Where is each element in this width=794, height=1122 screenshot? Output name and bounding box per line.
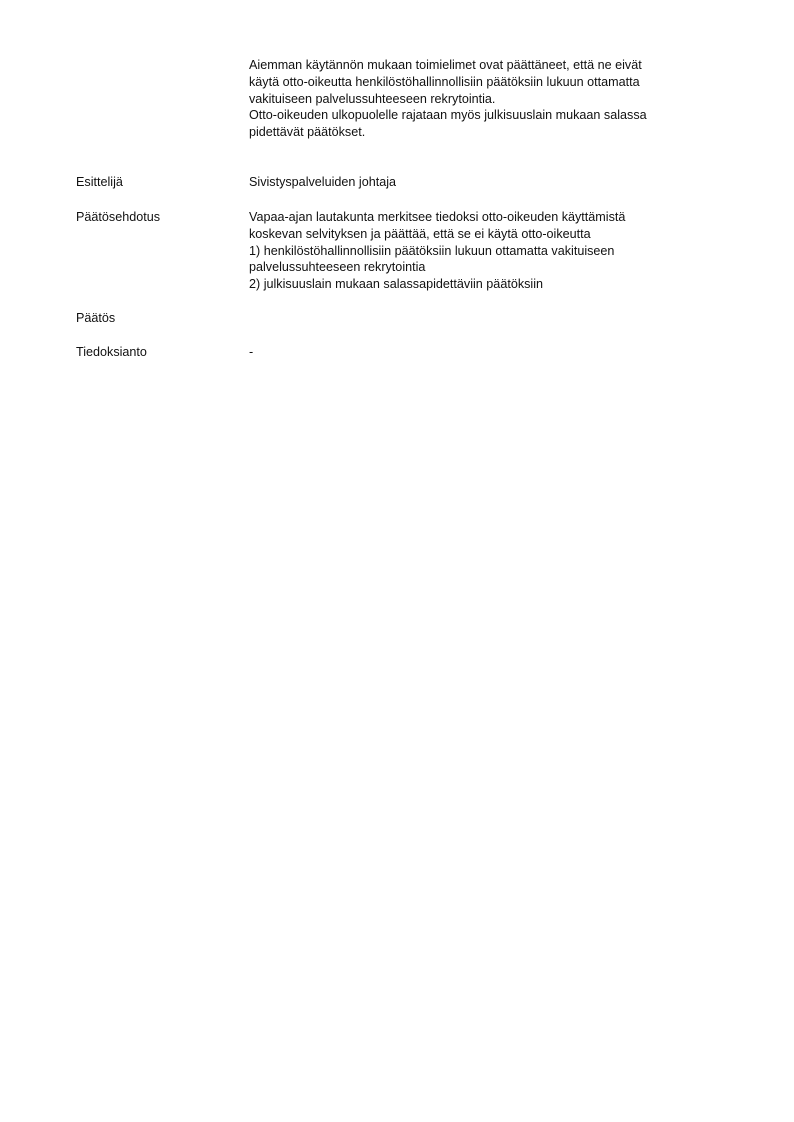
paatosehdotus-line: Vapaa-ajan lautakunta merkitsee tiedoksi otto-oikeuden käyttämistä bbox=[249, 210, 626, 224]
intro-line: pidettävät päätökset. bbox=[249, 125, 366, 140]
intro-paragraph bbox=[249, 57, 719, 141]
tiedoksianto-value: - bbox=[249, 345, 254, 359]
paatosehdotus-line: 1) henkilöstöhallinnollisiin päätöksiin lukuun ottamatta vakituiseen bbox=[249, 243, 615, 258]
intro-line: Aiemman käytännön mukaan toimielimet ovat päättäneet, että ne eivät bbox=[249, 58, 642, 72]
esittelija-value: Sivistyspalveluiden johtaja bbox=[249, 175, 397, 189]
tiedoksianto-label: Tiedoksianto bbox=[76, 345, 147, 359]
paatosehdotus-text bbox=[249, 209, 719, 293]
paatosehdotus-line: 2) julkisuuslain mukaan salassapidettäviin päätöksiin bbox=[249, 277, 544, 292]
intro-line: vakituiseen palvelussuhteeseen rekrytointia. bbox=[249, 91, 496, 106]
intro-line: Otto-oikeuden ulkopuolelle rajataan myös julkisuuslain mukaan salassa bbox=[249, 108, 647, 123]
paatos-label: Päätös bbox=[76, 311, 116, 325]
paatosehdotus-line: palvelussuhteeseen rekrytointia bbox=[249, 260, 426, 275]
paatosehdotus-line: koskevan selvityksen ja päättää, että se ei käytä otto-oikeutta bbox=[249, 226, 591, 241]
esittelija-label: Esittelijä bbox=[76, 175, 123, 189]
intro-line: käytä otto-oikeutta henkilöstöhallinnollisiin päätöksiin lukuun ottamatta bbox=[249, 74, 640, 89]
paatosehdotus-label: Päätösehdotus bbox=[76, 210, 161, 224]
